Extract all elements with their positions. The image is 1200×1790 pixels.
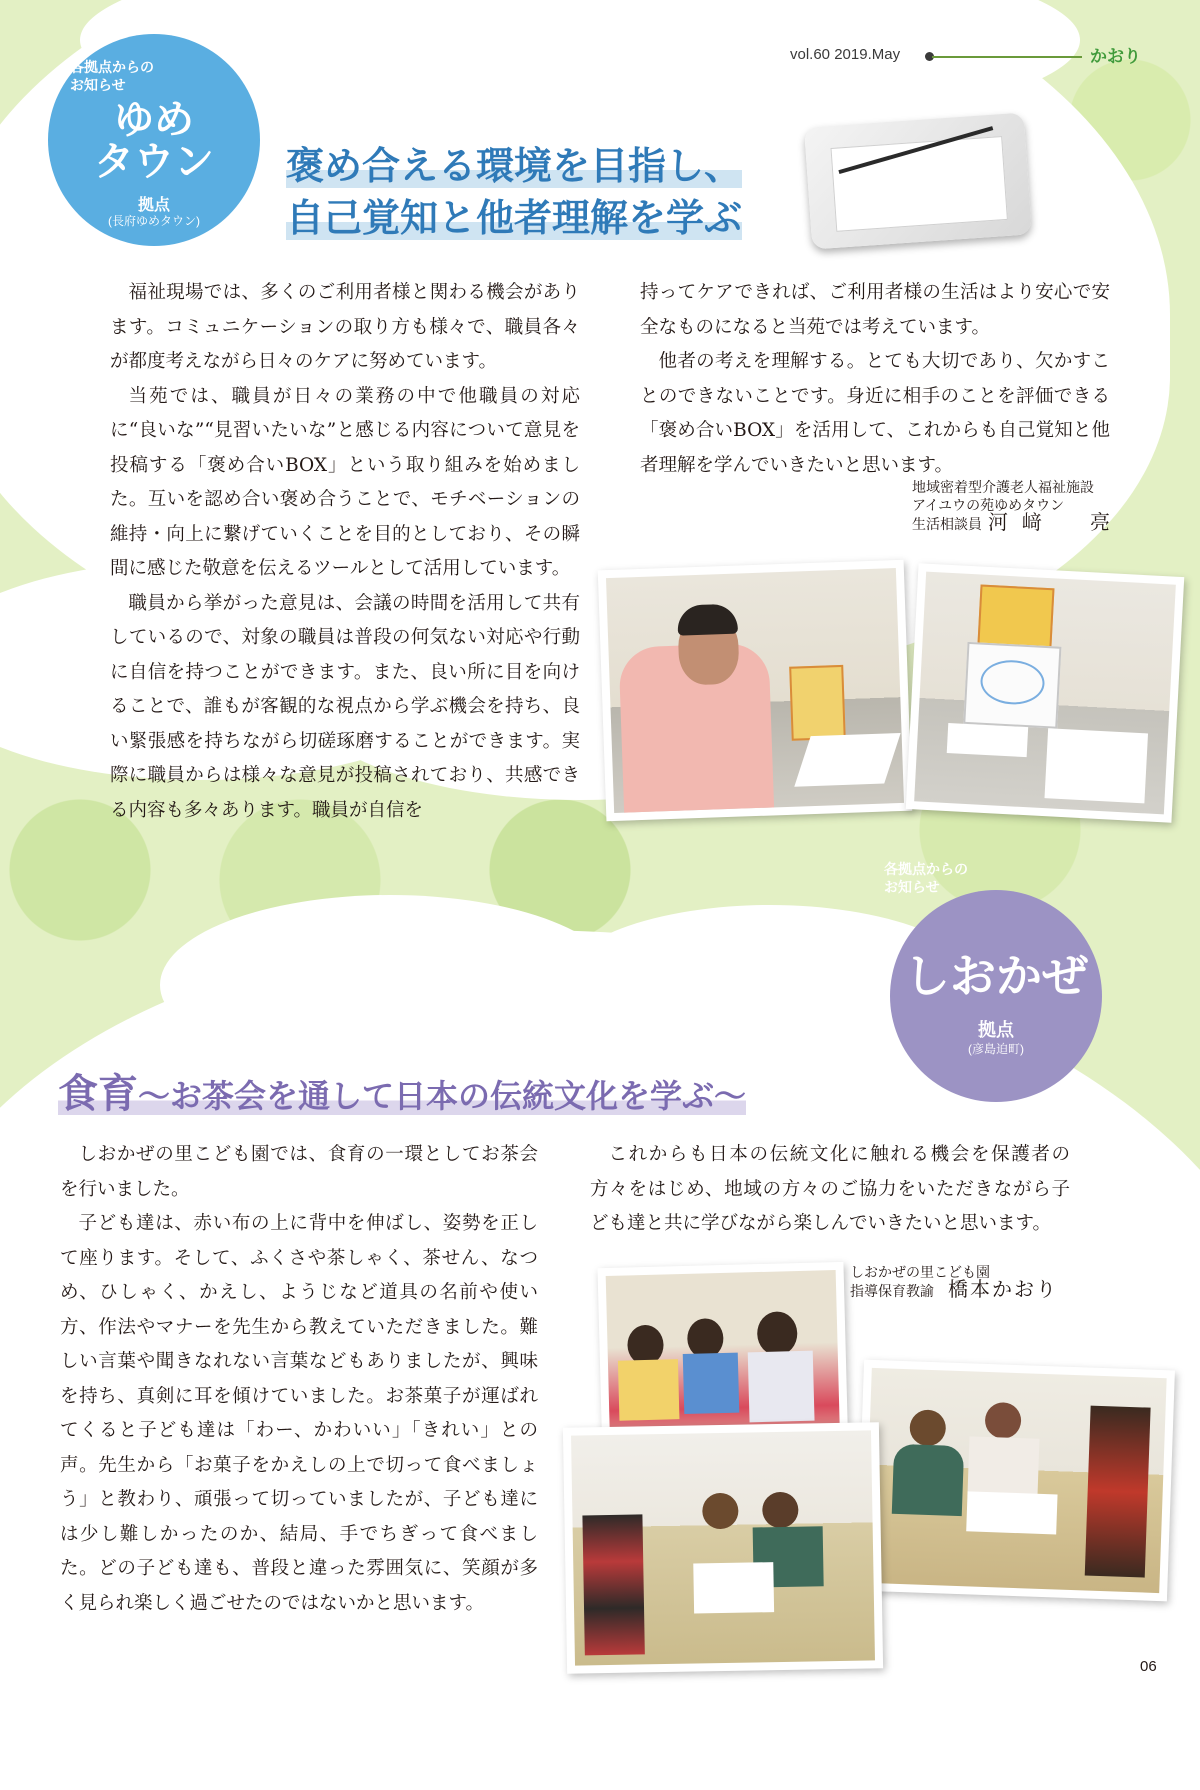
section2-title xyxy=(58,1070,746,1120)
signature-role: 指導保育教諭 xyxy=(850,1283,934,1299)
title-rest: ～お茶会を通して日本の伝統文化を学ぶ～ xyxy=(138,1077,747,1115)
badge-label: 拠点 xyxy=(137,197,170,214)
section2-body-right xyxy=(590,1138,1070,1242)
location-badge-shiokaze xyxy=(884,861,1102,1102)
badge-location: (長府ゆめタウン) xyxy=(108,214,200,228)
brand-name: かおり xyxy=(1090,47,1141,66)
badge-kicker: お知らせ xyxy=(884,879,940,895)
section2-signature xyxy=(850,1263,1058,1300)
paragraph: 当苑では、職員が日々の業務の中で他職員の対応に“良いな”“見習いたいな”と感じる内容について意見を投稿する「褒め合いBOX」という取り組みを始めました。互いを認め合い褒め合うことで、モチベーションの維持・向上に繋げていくことを目的としており、その瞬間に感じた敬意を伝えるツールとして活用しています。 xyxy=(110,385,580,579)
paragraph: 福祉現場では、多くのご利用者様と関わる機会があります。コミュニケーションの取り方も様々で、職員各々が都度考えながら日々のケアに努めています。 xyxy=(110,282,580,372)
section1-signature xyxy=(912,478,1124,533)
photo-tea-ceremony-right xyxy=(856,1360,1175,1602)
paragraph: 子ども達は、赤い布の上に背中を伸ばし、姿勢を正して座ります。そして、ふくさや茶しゃく、茶せん、なつめ、ひしゃく、かえし、ようじなど道具の名前や使い方、作法やマナーを先生から教えていただきました。難しい言葉や聞きなれない言葉などもありましたが、興味を持ち、真剣に耳を傾けていました。お茶菓子が運ばれてくると子ども達は「わー、かわいい」「きれい」との声。先生から「お菓子をかえしの上で切って食べましょう」と教わり、頑張って切っていましたが、子ども達には少し難しかったのか、結局、手でちぎって食べました。どの子ども達も、普段と違った雰囲気に、笑顔が多く見られ楽しく過ごせたのではないかと思います。 xyxy=(60,1213,538,1614)
cloud-shape xyxy=(160,895,620,1075)
section1-body-right xyxy=(640,276,1110,483)
photo-homeage-box xyxy=(906,563,1185,823)
masthead-rule xyxy=(932,56,1082,58)
section1-title xyxy=(286,192,742,244)
paragraph: しおかぜの里こども園では、食育の一環としてお茶会を行いました。 xyxy=(60,1144,538,1200)
photo-tea-ceremony-left xyxy=(563,1422,883,1673)
title-lead: 食育 xyxy=(58,1070,138,1117)
paragraph: 持ってケアできれば、ご利用者様の生活はより安心で安全なものになると当苑では考えています。 xyxy=(640,282,1110,338)
page-number: 06 xyxy=(1140,1658,1157,1675)
badge-name: ゆめ xyxy=(114,97,194,143)
title-line: 褒め合える環境を目指し、 xyxy=(286,143,743,188)
title-line: 自己覚知と他者理解を学ぶ xyxy=(286,195,743,240)
badge-label: 拠点 xyxy=(978,1020,1014,1040)
paragraph: 職員から挙がった意見は、会議の時間を活用して共有しているので、対象の職員は普段の何気ない対応や行動に自信を持つことができます。また、良い所に目を向けることで、誰もが客観的な視点から学ぶ機会を持ち、良い緊張感を持ちながら切磋琢磨することができます。実際に職員からは様々な意見が投稿されており、共感できる内容も多々あります。職員が自信を xyxy=(110,592,580,821)
signature-org: しおかぜの里こども園 xyxy=(850,1264,990,1280)
paragraph: これからも日本の伝統文化に触れる機会を保護者の方々をはじめ、地域の方々のご協力をいただきながら子ども達と共に学びながら楽しんでいきたいと思います。 xyxy=(590,1144,1070,1234)
photo-staff-writing xyxy=(598,560,913,822)
issue-label: vol.60 2019.May xyxy=(790,46,901,63)
badge-location: (彦島迫町) xyxy=(968,1042,1024,1056)
paragraph: 他者の考えを理解する。とても大切であり、欠かすことのできないことです。身近に相手のことを評価できる「褒め合いBOX」を活用して、これからも自己覚知と他者理解を学んでいきたいと思います。 xyxy=(640,351,1110,476)
signature-name: 橋本かおり xyxy=(948,1279,1058,1301)
badge-kicker: 各拠点からの xyxy=(70,59,154,75)
signature-name: 河﨑 亮 xyxy=(988,512,1124,534)
signature-org: 地域密着型介護老人福祉施設 xyxy=(912,479,1094,495)
badge-name: しおかぜ xyxy=(904,949,1088,1003)
badge-kicker: 各拠点からの xyxy=(884,861,968,877)
section2-body-left xyxy=(60,1138,538,1621)
tray-photo xyxy=(804,112,1032,249)
signature-org: アイユウの苑ゆめタウン xyxy=(912,497,1065,513)
section1-body-left xyxy=(110,276,580,828)
section1-title xyxy=(286,140,742,192)
signature-role: 生活相談員 xyxy=(912,516,982,532)
badge-kicker: お知らせ xyxy=(70,77,126,93)
badge-name: タウン xyxy=(94,139,214,185)
location-badge-yumetown xyxy=(48,34,260,246)
